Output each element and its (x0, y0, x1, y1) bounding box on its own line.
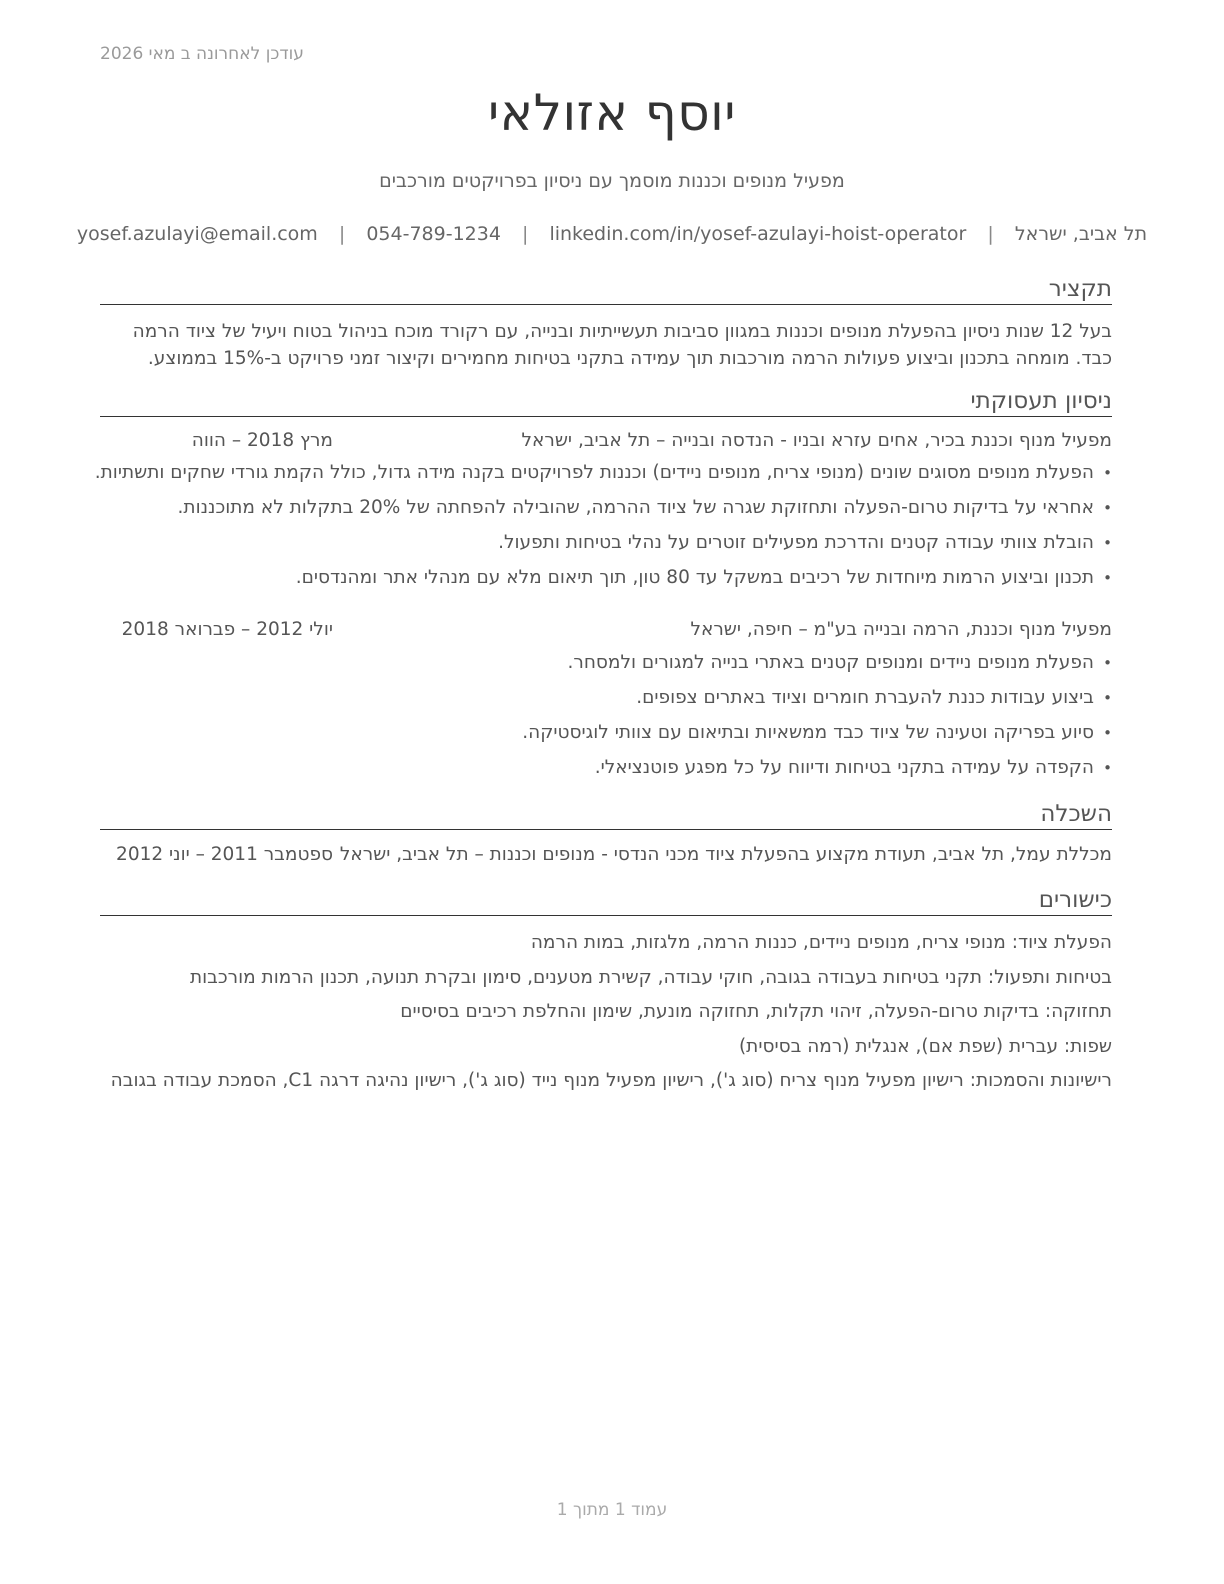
job-bullets (100, 650, 1112, 790)
bullet-item: • הובלת צוותי עבודה קטנים והדרכת מפעילים זוטרים על נהלי בטיחות ותפעול. (100, 530, 1112, 556)
bullet-item: • הפעלת מנופים מסוגים שונים (מנופי צריח, מנופים ניידים) וכננות לפרויקטים בקנה מידה גדול, כולל הקמת גורדי שחקים ותשתיות. (100, 460, 1112, 486)
job-dates: יולי 2012 – פברואר 2018 (121, 619, 333, 640)
job-header (100, 430, 1112, 456)
job-bullets (94, 460, 1112, 600)
bullet-item: • הפעלת מנופים ניידים ומנופים קטנים באתרי בנייה למגורים ולמסחר. (100, 650, 1112, 676)
job-header (100, 619, 1112, 645)
job-title: מפעיל מנוף וכננת בכיר, אחים עזרא ובניו - הנדסה ובנייה – תל אביב, ישראל (521, 430, 1112, 451)
contact-email[interactable]: yosef.azulayi@email.com (76, 223, 318, 245)
education-dates: ספטמבר 2011 – יוני 2012 (116, 844, 333, 865)
bullet-item: • תכנון וביצוע הרמות מיוחדות של רכיבים במשקל עד 80 טון, תוך תיאום מלא עם מנהלי אתר ומהנדסים. (100, 565, 1112, 591)
page-number: עמוד 1 מתוך 1 (556, 1500, 668, 1520)
skill-line: הפעלת ציוד: מנופי צריח, מנופים ניידים, כננות הרמה, מלגזות, במות הרמה (530, 932, 1112, 953)
job-title: מפעיל מנוף וכננת, הרמה ובנייה בע"מ – חיפה, ישראל (690, 619, 1112, 640)
skill-line: שפות: עברית (שפת אם), אנגלית (רמה בסיסית) (738, 1035, 1112, 1057)
contact-separator: | (338, 223, 346, 245)
candidate-headline: מפעיל מנופים וכננות מוסמך עם ניסיון בפרויקטים מורכבים (379, 170, 845, 192)
skill-line: רישיונות והסמכות: רישיון מפעיל מנוף צריח (סוג ג'), רישיון מפעיל מנוף נייד (סוג ג'), רישיון נהיגה דרגה C1, הסמכת עבודה בגובה (110, 1070, 1112, 1091)
bullet-item: • סיוע בפריקה וטעינה של ציוד כבד ממשאיות ובתיאום עם צוותי לוגיסטיקה. (100, 720, 1112, 746)
contact-phone[interactable]: 054-789-1234 (366, 223, 501, 245)
education-entry (100, 844, 1112, 870)
skill-line: בטיחות ותפעול: תקני בטיחות בעבודה בגובה, חוקי עבודה, קשירת מטענים, סימון ובקרת תנועה, תכנון הרמות מורכבות (189, 966, 1112, 988)
candidate-name: יוסף אזולאי (487, 84, 736, 142)
section-title-summary: תקציר (100, 274, 1112, 305)
last-updated-note: עודכן לאחרונה ב מאי 2026 (100, 44, 304, 64)
education-text: מכללת עמל, תל אביב, תעודת מקצוע בהפעלת ציוד מכני הנדסי - מנופים וכננות – תל אביב, ישראל (339, 844, 1112, 865)
contact-location: תל אביב, ישראל (1014, 223, 1148, 245)
section-title-skills: כישורים (100, 885, 1112, 916)
section-title-experience: ניסיון תעסוקתי (100, 386, 1112, 417)
bullet-item: • ביצוע עבודות כננת להעברת חומרים וציוד באתרים צפופים. (100, 685, 1112, 711)
bullet-item: • אחראי על בדיקות טרום-הפעלה ותחזוקת שגרה של ציוד ההרמה, שהובילה להפחתה של 20% בתקלות לא מתוכננות. (100, 495, 1112, 521)
contact-linkedin[interactable]: linkedin.com/in/yosef-azulayi-hoist-operator (549, 223, 967, 245)
summary-text: בעל 12 שנות ניסיון בהפעלת מנופים וכננות במגוון סביבות תעשייתיות ובנייה, עם רקורד מוכח בניהול בטוח ויעיל של ציוד הרמה כבד. מומחה בתכנון וביצוע פעולות הרמה מורכבות תוך עמידה בתקני בטיחות מחמירים וקיצור זמני פרויקט ב-15% בממוצע. (132, 321, 1112, 369)
contact-line (0, 223, 1224, 245)
contact-separator: | (987, 223, 994, 245)
contact-separator: | (521, 223, 529, 245)
skill-line: תחזוקה: בדיקות טרום-הפעלה, זיהוי תקלות, תחזוקה מונעת, שימון והחלפת רכיבים בסיסיים (400, 1001, 1112, 1022)
section-title-education: השכלה (100, 799, 1112, 830)
skills-list (100, 930, 1112, 1103)
job-dates: מרץ 2018 – הווה (191, 430, 333, 451)
bullet-item: • הקפדה על עמידה בתקני בטיחות ודיווח על כל מפגע פוטנציאלי. (100, 755, 1112, 781)
